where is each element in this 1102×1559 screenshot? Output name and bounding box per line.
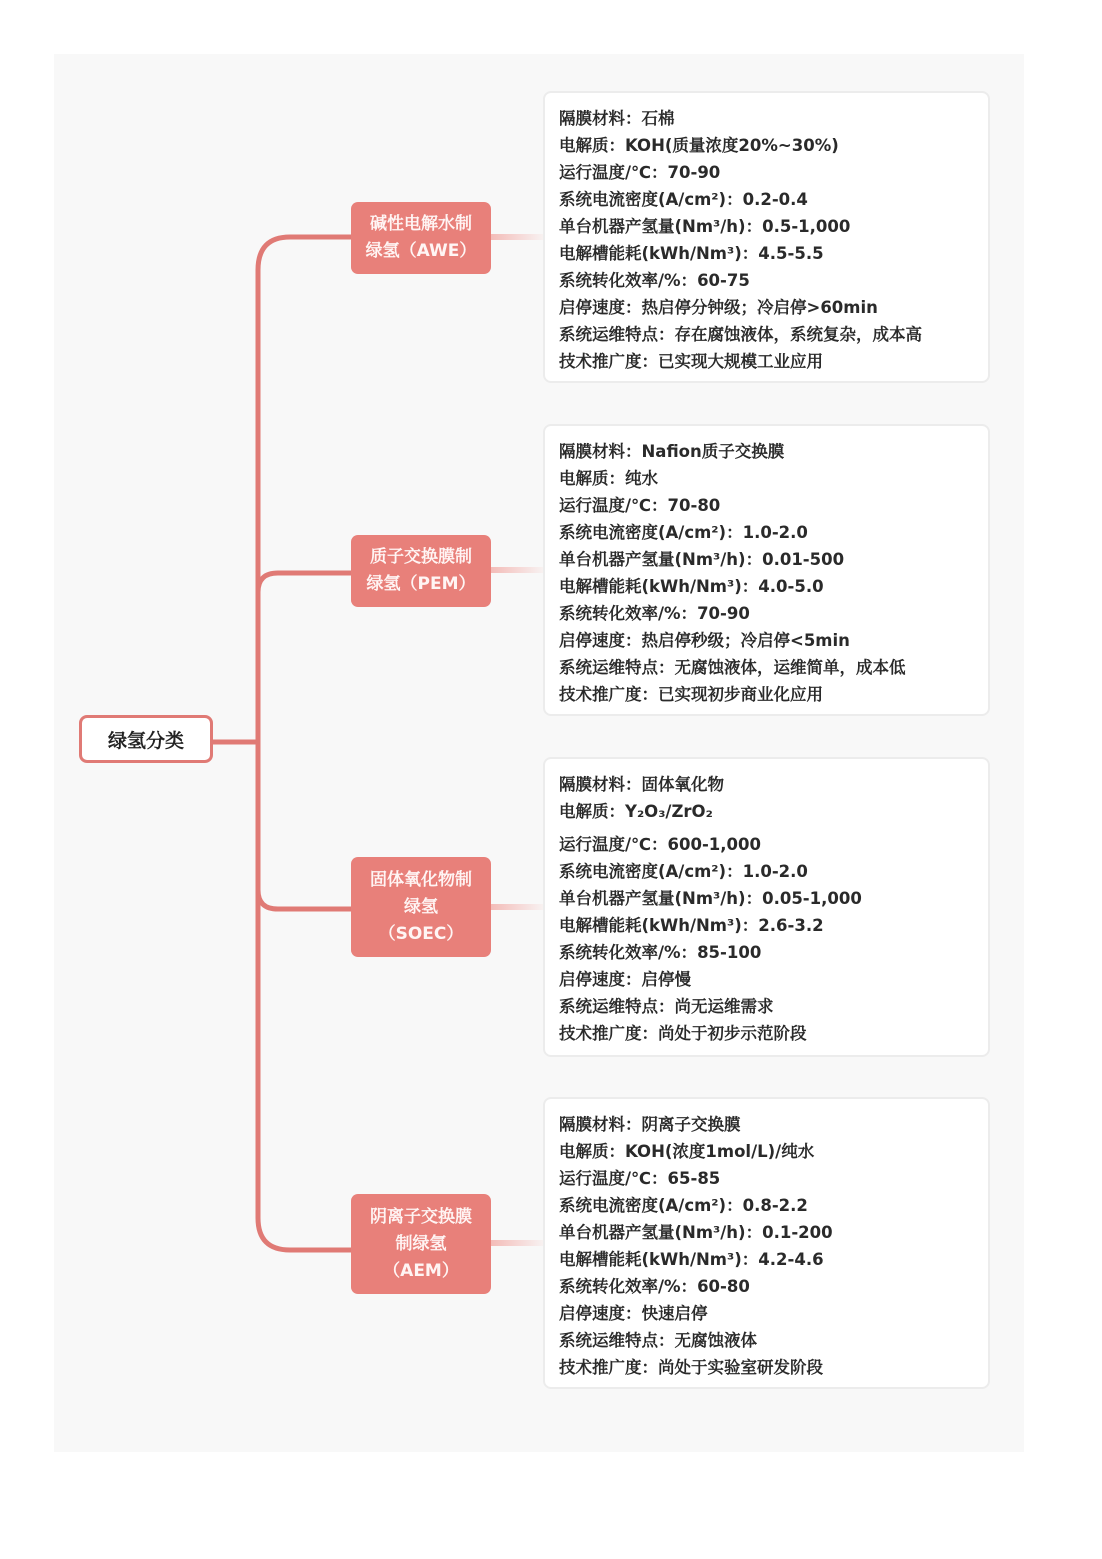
branch-line2: 制绿氢	[395, 1233, 447, 1254]
row-value: 0.2-0.4	[742, 190, 808, 209]
card-row	[559, 1165, 974, 1192]
row-value: 4.2-4.6	[758, 1250, 824, 1269]
row-key: 技术推广度：	[559, 1024, 658, 1043]
card-row	[559, 1138, 974, 1165]
card-row	[559, 438, 974, 465]
row-key: 系统转化效率/%：	[559, 271, 698, 290]
row-key: 系统转化效率/%：	[559, 943, 698, 962]
card-row	[559, 1273, 974, 1300]
row-value: 0.01-500	[762, 550, 845, 569]
branch-line2: 绿氢（PEM）	[366, 574, 476, 594]
card-row	[559, 654, 974, 681]
row-value: 已实现大规模工业应用	[658, 352, 823, 371]
detail-card-soec	[543, 757, 990, 1057]
row-key: 隔膜材料：	[559, 1115, 642, 1134]
row-value: 存在腐蚀液体，系统复杂，成本高	[674, 325, 922, 344]
card-row	[559, 267, 974, 294]
card-row	[559, 348, 974, 375]
row-value: Nafion质子交换膜	[641, 442, 785, 461]
card-row	[559, 519, 974, 546]
row-key: 运行温度/℃：	[559, 1169, 668, 1188]
row-key: 系统电流密度(A/cm²)：	[559, 862, 743, 881]
row-key: 启停速度：	[559, 1304, 642, 1323]
row-value: 85-100	[697, 943, 762, 962]
card-row	[559, 1300, 974, 1327]
branch-line2: 绿氢	[404, 896, 438, 917]
row-key: 系统电流密度(A/cm²)：	[559, 523, 743, 542]
card-row	[559, 294, 974, 321]
row-key: 隔膜材料：	[559, 442, 642, 461]
card-row	[559, 321, 974, 348]
branch-line2: 绿氢（AWE）	[365, 241, 477, 261]
row-value: 0.5-1,000	[762, 217, 851, 236]
card-row	[559, 939, 974, 966]
row-value: 65-85	[667, 1169, 721, 1188]
card-row	[559, 885, 974, 912]
card-connector-pem	[491, 567, 543, 573]
row-key: 系统转化效率/%：	[559, 604, 698, 623]
row-key: 电解质：	[559, 469, 625, 488]
card-row	[559, 240, 974, 267]
card-connector-aem	[491, 1240, 543, 1246]
row-key: 运行温度/℃：	[559, 496, 668, 515]
card-row	[559, 798, 974, 831]
row-value: 1.0-2.0	[742, 862, 808, 881]
branch-node-aem	[351, 1194, 491, 1294]
row-key: 电解质：	[559, 136, 625, 155]
row-value: Y₂O₃/ZrO₂	[625, 802, 713, 821]
card-row	[559, 1111, 974, 1138]
row-key: 单台机器产氢量(Nm³/h)：	[559, 889, 763, 908]
branch-connector-soec	[258, 890, 351, 909]
row-value: 600-1,000	[667, 835, 761, 854]
detail-card-awe	[543, 91, 990, 383]
branch-connector-pem	[258, 573, 351, 592]
branch-line1: 碱性电解水制	[369, 214, 472, 234]
row-key: 系统运维特点：	[559, 658, 675, 677]
row-value: 尚无运维需求	[674, 997, 774, 1016]
branch-line3: （AEM）	[383, 1260, 459, 1281]
row-key: 电解质：	[559, 802, 625, 821]
row-value: 0.8-2.2	[742, 1196, 808, 1215]
trunk-line	[258, 237, 351, 1250]
row-value: 纯水	[625, 469, 658, 488]
row-value: 0.1-200	[762, 1223, 833, 1242]
card-row	[559, 573, 974, 600]
row-value: 0.05-1,000	[762, 889, 862, 908]
card-row	[559, 993, 974, 1020]
card-connector-soec	[491, 904, 543, 910]
card-connector-awe	[491, 234, 543, 240]
row-key: 系统转化效率/%：	[559, 1277, 698, 1296]
row-value: 启停慢	[641, 970, 691, 989]
branch-node-awe	[351, 202, 491, 274]
row-value: 70-90	[697, 604, 750, 623]
row-value: 60-75	[697, 271, 750, 290]
row-key: 启停速度：	[559, 970, 642, 989]
card-row	[559, 105, 974, 132]
row-value: 无腐蚀液体	[674, 1331, 757, 1350]
card-row	[559, 492, 974, 519]
row-key: 电解槽能耗(kWh/Nm³)：	[559, 577, 759, 596]
branch-node-pem	[351, 535, 491, 607]
row-value: 4.0-5.0	[758, 577, 824, 596]
card-row	[559, 1020, 974, 1047]
row-value: 热启停秒级；冷启停<5min	[641, 631, 850, 650]
row-value: 60-80	[697, 1277, 750, 1296]
row-key: 电解槽能耗(kWh/Nm³)：	[559, 916, 759, 935]
card-row	[559, 465, 974, 492]
row-key: 技术推广度：	[559, 352, 658, 371]
row-key: 电解质：	[559, 1142, 625, 1161]
card-row	[559, 1219, 974, 1246]
card-row	[559, 681, 974, 708]
row-value: 固体氧化物	[641, 775, 724, 794]
card-row	[559, 1192, 974, 1219]
branch-line1: 质子交换膜制	[370, 547, 472, 567]
row-key: 系统运维特点：	[559, 1331, 675, 1350]
card-row	[559, 1354, 974, 1381]
card-row	[559, 912, 974, 939]
card-row	[559, 132, 974, 159]
row-key: 系统运维特点：	[559, 997, 675, 1016]
row-key: 电解槽能耗(kWh/Nm³)：	[559, 1250, 759, 1269]
row-value: 石棉	[641, 109, 675, 128]
row-value: 无腐蚀液体，运维简单，成本低	[674, 658, 906, 677]
row-key: 运行温度/℃：	[559, 163, 668, 182]
row-value: 快速启停	[641, 1304, 708, 1323]
row-value: 2.6-3.2	[758, 916, 824, 935]
row-key: 技术推广度：	[559, 1358, 658, 1377]
row-value: 4.5-5.5	[758, 244, 824, 263]
card-row	[559, 858, 974, 885]
row-value: 尚处于实验室研发阶段	[658, 1358, 823, 1377]
row-value: 70-90	[667, 163, 721, 182]
card-row	[559, 831, 974, 858]
row-key: 系统电流密度(A/cm²)：	[559, 1196, 743, 1215]
detail-card-pem	[543, 424, 990, 716]
card-row	[559, 159, 974, 186]
row-key: 技术推广度：	[559, 685, 658, 704]
card-row	[559, 627, 974, 654]
row-key: 启停速度：	[559, 631, 642, 650]
card-row	[559, 186, 974, 213]
detail-card-aem	[543, 1097, 990, 1389]
row-key: 电解槽能耗(kWh/Nm³)：	[559, 244, 759, 263]
card-row	[559, 1327, 974, 1354]
row-key: 单台机器产氢量(Nm³/h)：	[559, 217, 763, 236]
row-value: 尚处于初步示范阶段	[658, 1024, 807, 1043]
row-key: 隔膜材料：	[559, 775, 642, 794]
row-value: 70-80	[667, 496, 721, 515]
root-node: 绿氢分类	[79, 715, 213, 763]
card-row	[559, 546, 974, 573]
card-row	[559, 771, 974, 798]
row-value: KOH(浓度1mol/L)/纯水	[625, 1142, 815, 1161]
row-value: KOH(质量浓度20%~30%)	[625, 136, 839, 155]
row-value: 1.0-2.0	[742, 523, 808, 542]
card-row	[559, 966, 974, 993]
branch-line1: 阴离子交换膜	[370, 1206, 472, 1227]
card-row	[559, 600, 974, 627]
row-value: 已实现初步商业化应用	[658, 685, 823, 704]
row-value: 阴离子交换膜	[641, 1115, 741, 1134]
row-key: 运行温度/℃：	[559, 835, 668, 854]
row-key: 系统运维特点：	[559, 325, 675, 344]
card-row	[559, 1246, 974, 1273]
branch-node-soec	[351, 857, 491, 957]
row-key: 系统电流密度(A/cm²)：	[559, 190, 743, 209]
branch-line3: （SOEC）	[378, 923, 464, 944]
row-key: 启停速度：	[559, 298, 642, 317]
row-key: 隔膜材料：	[559, 109, 642, 128]
branch-line1: 固体氧化物制	[370, 869, 472, 890]
card-row	[559, 213, 974, 240]
row-key: 单台机器产氢量(Nm³/h)：	[559, 1223, 763, 1242]
row-key: 单台机器产氢量(Nm³/h)：	[559, 550, 763, 569]
row-value: 热启停分钟级；冷启停>60min	[641, 298, 878, 317]
